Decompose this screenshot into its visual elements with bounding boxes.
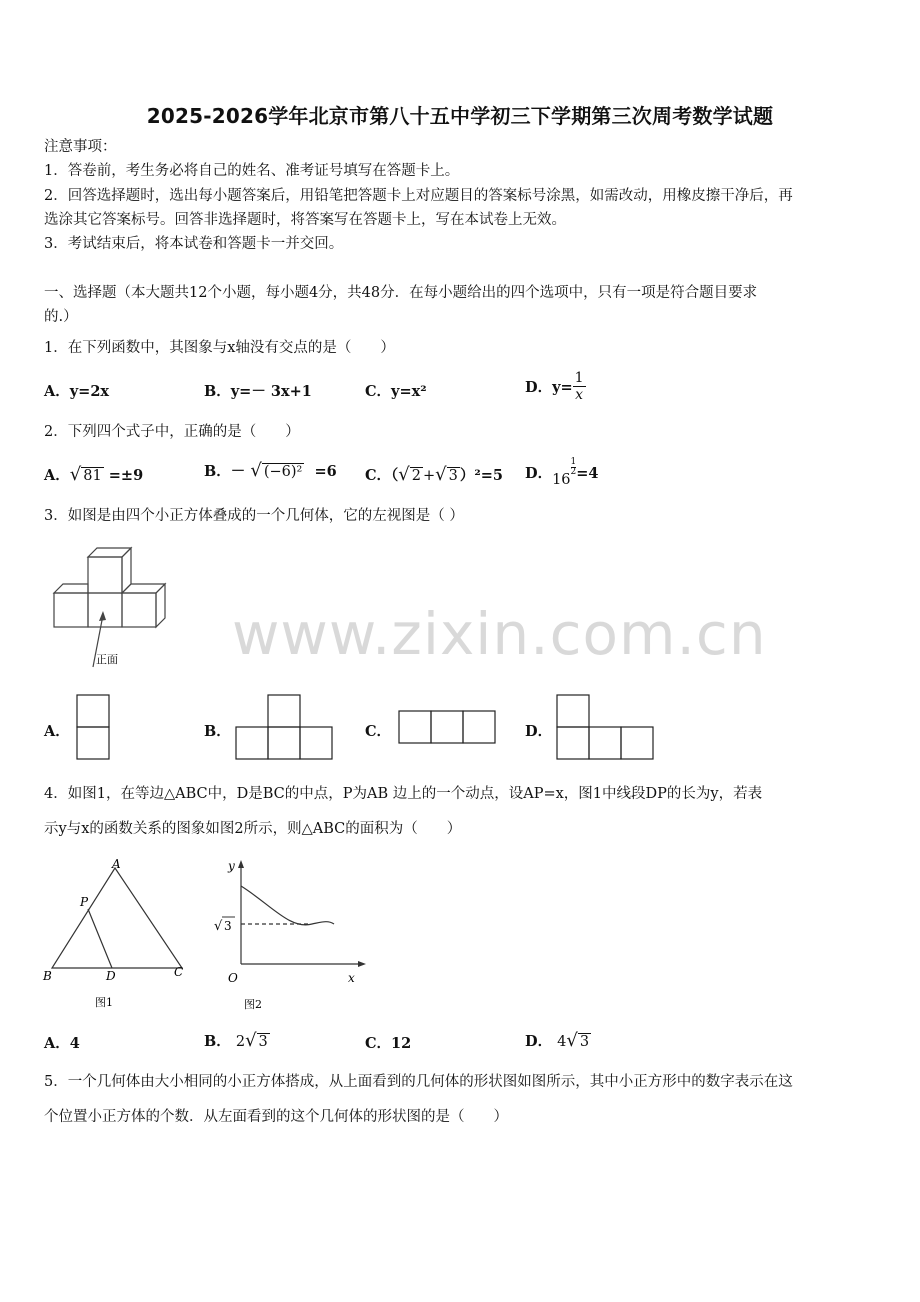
square [431,711,463,743]
square [557,727,589,759]
q4-b-label: B． [204,1033,231,1050]
square [268,727,300,759]
section-heading: 一、选择题（本大题共12个小题，每小题4分，共48分．在每小题给出的四个选项中，只有一项是符合题目要求 [44,285,758,301]
q4-option-d [525,1030,591,1051]
q4-d-label: D． [525,1033,553,1050]
q1-option-b: B．y=－ 3x+1 [204,383,312,400]
square [589,727,621,759]
square [268,695,300,727]
label-b: B [43,969,52,983]
q2-d-exponent [571,458,577,477]
front-label: 正面 [96,653,118,666]
q1-d-fraction [573,370,586,403]
q1-option-a: A．y=2x [44,383,110,400]
cube-top-side [122,548,131,593]
q2-c-label: C．（ [365,467,399,484]
q2-c-radicand-2: 3 [448,468,458,484]
square [463,711,495,743]
q2-a-radicand: 81 [83,468,102,484]
q4-stem-line1: 4．如图1，在等边△ABC中，D是BC的中点，P为AB 边上的一个动点，设AP=x，图1中线段DP的长为y，若表 [44,786,763,802]
q4-option-b [204,1030,270,1051]
figure-2-caption: 图2 [244,998,262,1011]
q2-d-exp-num: 1 [570,457,577,467]
x-axis-label: x [348,971,355,985]
q2-option-c [365,464,503,485]
front-arrow-head [99,611,106,621]
q2-c-radicand-1: 2 [411,468,422,484]
label-p: P [80,895,89,909]
radical-sign: √ [250,460,262,481]
radical-sign: √ [214,919,223,934]
radical-sign: √ [435,464,447,485]
cube-right-side [156,584,165,627]
q3-option-a: A． [44,723,70,740]
radical-sign: √ [398,464,410,485]
cube-bottom-right [122,593,156,627]
q2-c-plus: + [423,468,436,484]
radical-sign: √ [245,1030,257,1051]
q2-stem: 2．下列四个式子中，正确的是（ ） [44,424,300,440]
segment-dp [88,909,112,968]
q2-a-label: A． [44,467,70,484]
q4-option-c: C．12 [365,1035,412,1052]
q4-d-radicand: 3 [579,1034,590,1050]
watermark: www.zixin.com.cn [232,600,767,668]
q2-option-a [44,464,143,485]
notes-heading: 注意事项： [44,139,117,155]
y-arrow [238,860,244,868]
y-axis-label: y [228,859,235,873]
cube-bottom-left [54,593,88,627]
q2-d-label: D． [525,465,553,482]
square [77,727,109,759]
q3-option-d: D． [525,723,553,740]
q4-stem-line2: 示y与x的函数关系的图象如图2所示，则△ABC的面积为（ ） [44,821,462,837]
q3-option-d-figure [556,694,656,762]
q2-d-tail: =4 [576,465,599,482]
q2-b-radicand: (−6)² [263,464,303,480]
q1-d-denominator: x [575,387,584,403]
square [300,727,332,759]
q5-stem-line1: 5．一个几何体由大小相同的小正方体搭成，从上面看到的几何体的形状图如图所示，其中小正方形中的数字表示在这 [44,1074,793,1090]
label-d: D [106,969,116,983]
q3-option-c-figure [398,710,498,746]
q1-d-numerator: 1 [574,370,584,386]
square [557,695,589,727]
q1-d-label: D．y= [525,379,573,396]
q2-d-base: 16 [552,472,571,488]
exam-title: 2025-2026学年北京市第八十五中学初三下学期第三次周考数学试题 [146,104,774,128]
origin-label: O [228,971,238,985]
x-arrow [358,961,366,967]
section-heading-cont: 的.） [44,309,78,325]
q4-b-coef: 2 [235,1034,246,1050]
radical-sign: √ [69,464,82,485]
q2-c-tail: ）²=5 [459,467,503,484]
radical-sign: √ [566,1030,578,1051]
label-a: A [112,857,121,871]
cube-bottom-middle [88,593,122,627]
q4-figure-1 [40,856,190,1016]
cube-right-roof [122,584,165,593]
note-2: 2．回答选择题时，选出每小题答案后，用铅笔把答题卡上对应题目的答案标号涂黑，如需改动，用橡皮擦干净后，再 [44,188,793,204]
q1-option-d [525,370,586,403]
q4-b-radicand: 3 [258,1034,268,1050]
q4-figure-2 [210,852,370,1017]
q2-option-d [525,457,599,488]
note-3: 3．考试结束后，将本试卷和答题卡一并交回。 [44,236,344,252]
cube-top-front [88,557,122,593]
note-2-cont: 选涂其它答案标号。回答非选择题时，将答案写在答题卡上，写在本试卷上无效。 [44,212,566,228]
cube-top-roof [88,548,131,557]
q2-b-tail: =6 [314,463,337,480]
q3-option-c: C． [365,723,392,740]
square [621,727,653,759]
q2-option-b [204,460,337,481]
square [236,727,268,759]
q3-stem: 3．如图是由四个小正方体叠成的一个几何体，它的左视图是（ ） [44,508,464,524]
cube-left-roof [54,584,88,593]
q3-option-b: B． [204,723,231,740]
q2-d-exp-den: 2 [570,467,577,477]
function-curve [241,886,334,925]
q3-option-b-figure [235,694,335,762]
label-c: C [174,965,184,979]
square [77,695,109,727]
figure-1-caption: 图1 [95,996,113,1009]
q4-d-coef: 4 [557,1034,567,1050]
q1-option-c: C．y=x² [365,383,427,400]
q3-solid-figure [48,545,178,675]
q2-b-label: B．－ [204,463,246,480]
sqrt3-radicand: 3 [224,919,232,933]
triangle-abc [52,868,182,968]
note-1: 1．答卷前，考生务必将自己的姓名、准考证号填写在答题卡上。 [44,163,460,179]
q1-stem: 1．在下列函数中，其图象与x轴没有交点的是（ ） [44,340,395,356]
q3-option-a-figure [76,694,112,762]
square [399,711,431,743]
q4-option-a: A．4 [44,1035,80,1052]
q2-a-tail: =±9 [108,467,144,484]
q5-stem-line2: 个位置小正方体的个数．从左面看到的这个几何体的形状图的是（ ） [44,1109,508,1125]
